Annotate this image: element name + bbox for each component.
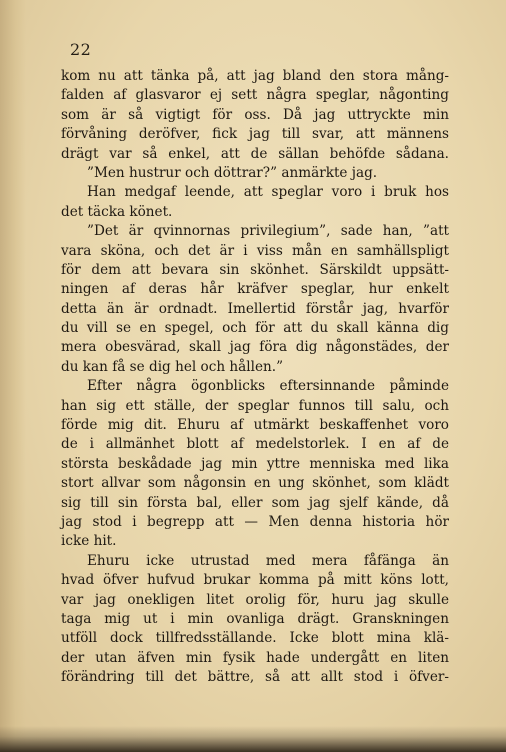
body-text (61, 67, 449, 688)
page-number: 22 (70, 40, 92, 59)
text-line: förändring till det bättre, så att allt stod i öfver- (61, 669, 449, 686)
text-line: icke hit. (61, 533, 117, 550)
text-line: största beskådade jag min yttre menniska med lika (61, 455, 449, 472)
text-line: der utan äfven min fysik hade undergått en liten (61, 649, 449, 666)
text-line: sig till sin första bal, eller som jag sjelf kände, då (61, 494, 449, 511)
text-line: ”Det är qvinnornas privilegium”, sade han, ”att (87, 223, 449, 240)
text-line: Han medgaf leende, att speglar voro i bruk hos (87, 184, 449, 201)
text-line: Efter några ögonblicks eftersinnande påminde (87, 378, 449, 395)
text-line: du vill se en spegel, och för att du skall känna dig (61, 320, 449, 337)
text-line: som är så vigtigt för oss. Då jag uttryckte min (61, 106, 449, 123)
text-line: ”Men hustrur och döttrar?” anmärkte jag. (87, 164, 378, 181)
text-line: hvad öfver hufvud brukar komma på mitt köns lott, (61, 572, 449, 589)
text-line: han sig ett ställe, der speglar funnos till salu, och (61, 397, 449, 414)
text-line: förvåning deröfver, fick jag till svar, att männens (61, 126, 449, 143)
text-line: för dem att bevara sin skönhet. Särskildt uppsätt- (61, 261, 449, 278)
text-line: taga mig ut i min ovanliga drägt. Granskningen (61, 610, 449, 627)
text-line: Ehuru icke utrustad med mera fåfänga än (87, 552, 449, 569)
text-line: mera obesvärad, skall jag föra dig någonstädes, der (61, 339, 449, 356)
text-line: stort allvar som någonsin en ung skönhet, som klädt (61, 475, 449, 492)
text-line: det täcka könet. (61, 203, 173, 220)
text-line: jag stod i begrepp att — Men denna historia hör (61, 513, 449, 530)
text-line: de i allmänhet blott af medelstorlek. I en af de (61, 436, 449, 453)
text-line: falden af glasvaror ej sett några speglar, någonting (61, 87, 449, 104)
text-line: utföll dock tillfredsställande. Icke blott mina klä- (61, 630, 449, 647)
text-line: du kan få se dig hel och hållen.” (61, 358, 284, 375)
text-line: vara sköna, och det är i viss mån en samhällspligt (61, 242, 449, 259)
text-line: kom nu att tänka på, att jag bland den stora mång- (61, 68, 449, 84)
text-line: ningen af deras hår kräfver speglar, hur enkelt (61, 281, 449, 298)
text-line: detta än är ordnadt. Imellertid förstår jag, hvarför (61, 300, 449, 317)
text-line: var jag onekligen litet orolig för, huru jag skulle (61, 591, 449, 608)
text-line: drägt var så enkel, att de sällan behöfde sådana. (61, 145, 449, 162)
text-line: förde mig dit. Ehuru af utmärkt beskaffenhet voro (61, 417, 449, 434)
